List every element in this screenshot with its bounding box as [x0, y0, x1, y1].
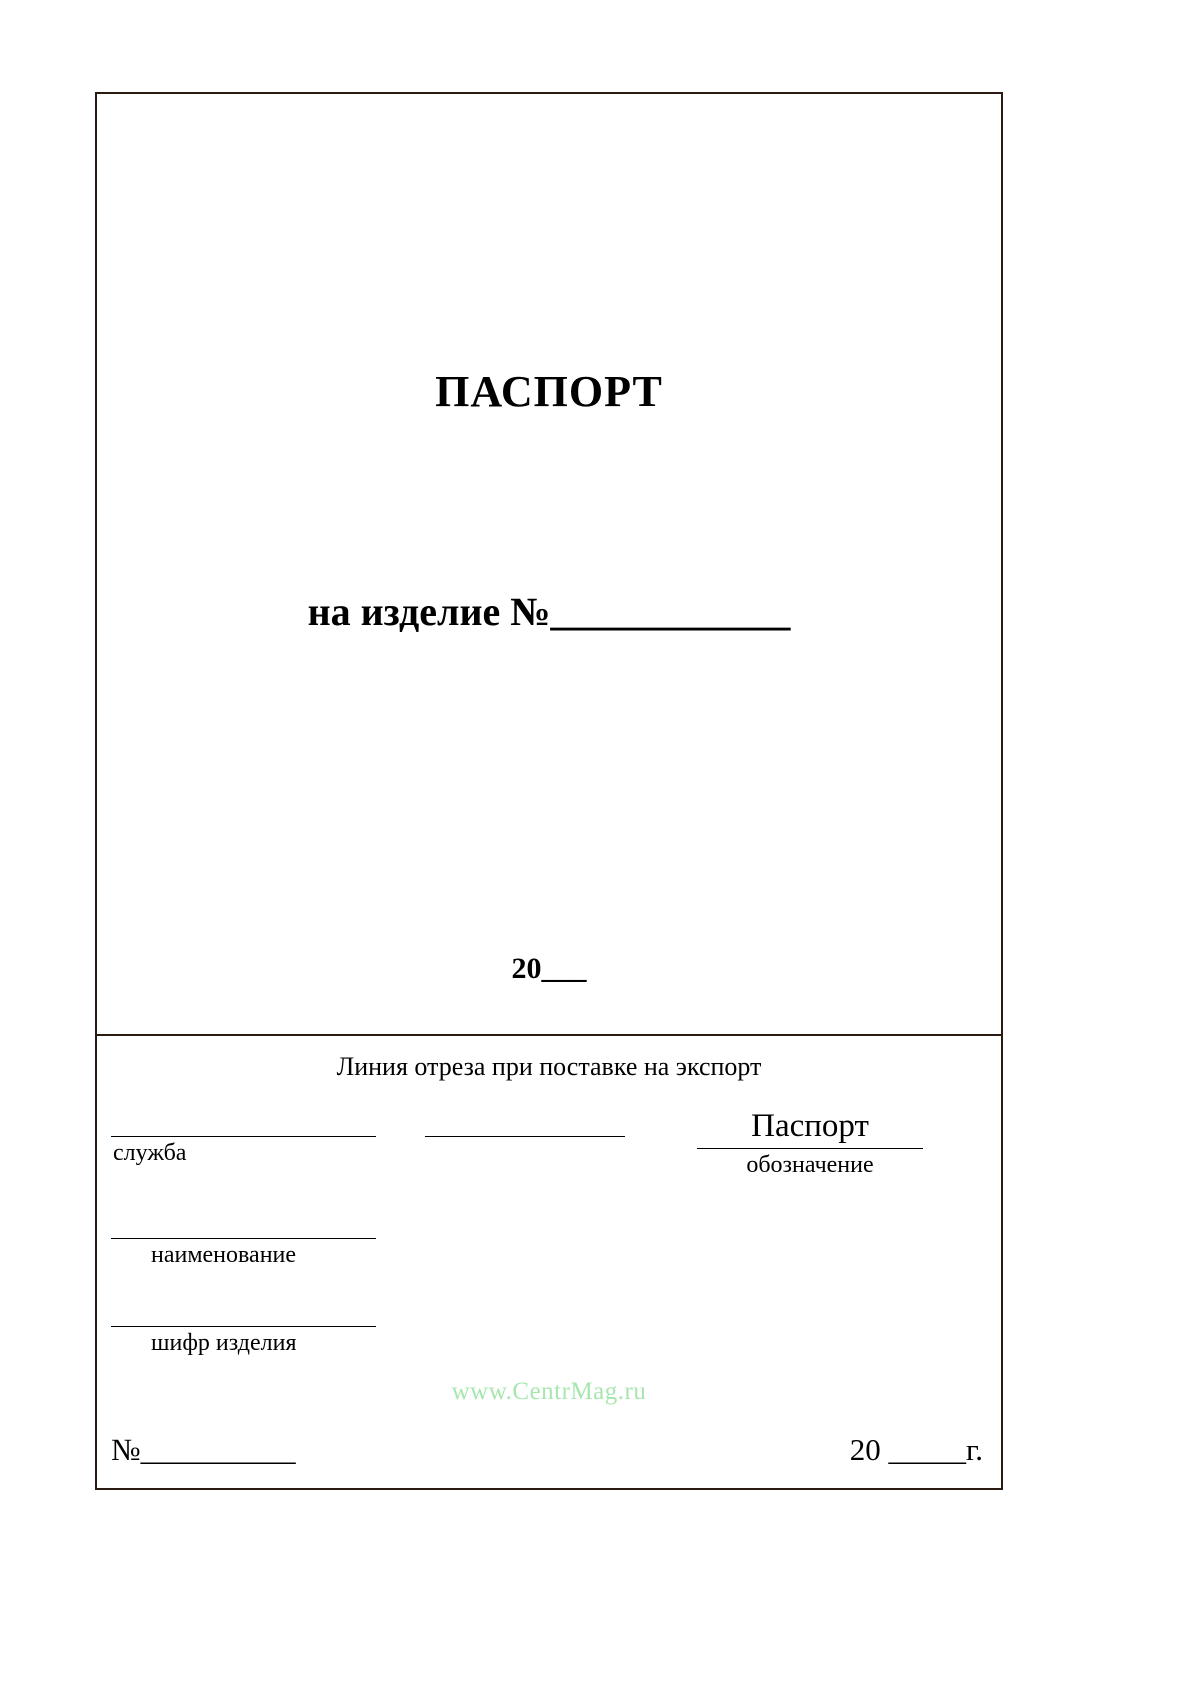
service-field: [111, 1136, 376, 1167]
product-code-field: [111, 1326, 376, 1357]
name-field: [111, 1238, 376, 1269]
product-code-caption: шифр изделия: [151, 1330, 297, 1356]
tearoff-section: [97, 1036, 1001, 1488]
document-page: [95, 92, 1003, 1490]
serial-number-field: №__________: [111, 1432, 296, 1467]
designation-field: [697, 1108, 923, 1179]
page-title: ПАСПОРТ: [435, 367, 663, 416]
designation-caption: обозначение: [746, 1152, 874, 1179]
year-field-tearoff: 20 _____г.: [849, 1432, 983, 1467]
blank-field: [425, 1136, 625, 1140]
passport-word: Паспорт: [751, 1108, 869, 1144]
year-field-main: 20___: [511, 952, 587, 985]
service-caption: служба: [113, 1140, 187, 1166]
product-number-line: на изделие №____________: [307, 589, 791, 634]
passport-main-section: [97, 94, 1001, 1036]
name-caption: наименование: [151, 1242, 297, 1268]
blank-caption: [425, 1137, 625, 1140]
cut-line-label: Линия отреза при поставке на экспорт: [336, 1052, 762, 1081]
site-watermark: www.CentrMag.ru: [451, 1378, 647, 1405]
